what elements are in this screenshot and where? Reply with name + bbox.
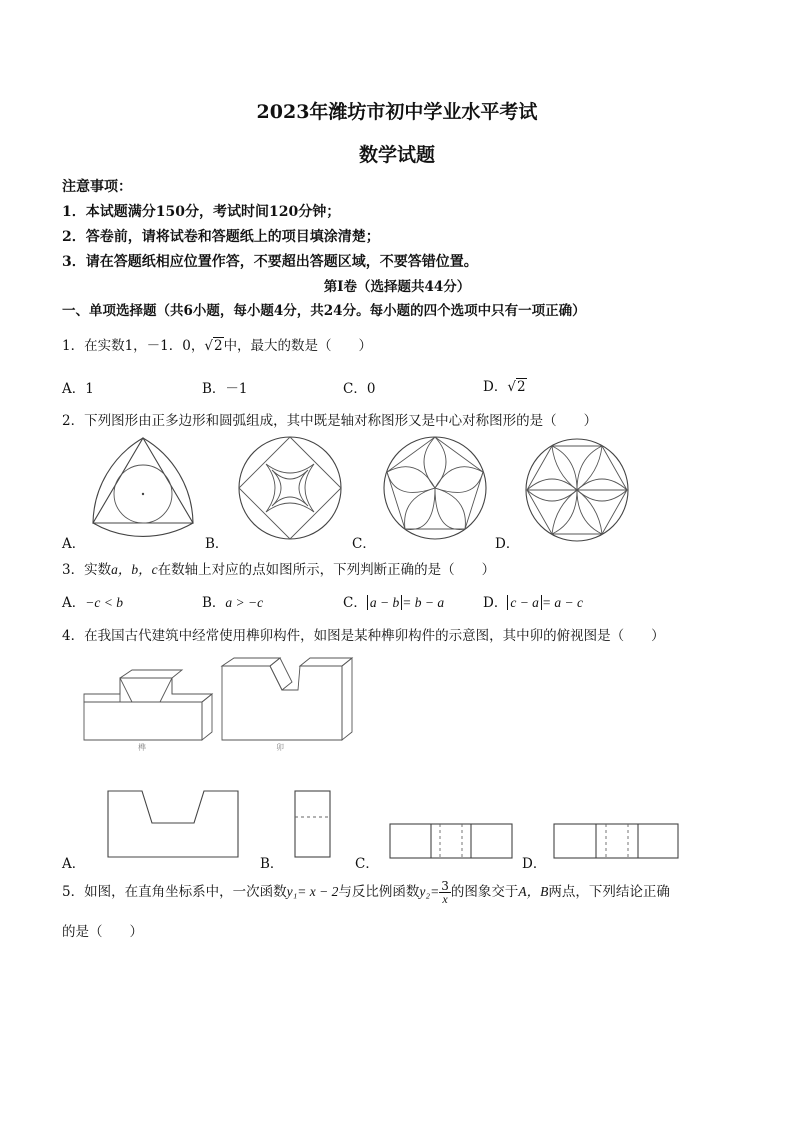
notes-heading: 注意事项：	[62, 179, 132, 195]
q4-option-d[interactable]: D．	[522, 856, 547, 872]
q3-stem-b: 在数轴上对应的点如图所示，下列判断正确的是（ ）	[157, 562, 496, 578]
q1-option-d-label: D．	[483, 379, 508, 395]
q4-option-b[interactable]: B．	[260, 856, 284, 872]
q3-option-d-rhs: = a − c	[541, 595, 584, 610]
section-heading: 一、单项选择题（共6小题，每小题4分，共24分。每小题的四个选项中只有一项正确）	[62, 303, 586, 319]
q4-mortise-label: 卯	[276, 743, 284, 752]
q3-option-c-abs: a − b	[367, 595, 402, 610]
q3-option-c[interactable]	[343, 591, 444, 611]
volume-heading: 第Ⅰ卷（选择题共44分）	[323, 279, 471, 295]
q1-option-c[interactable]: C．0	[343, 381, 376, 397]
q3-option-c-label: C．	[343, 595, 367, 611]
q1-stem-b: 中，最大的数是（ ）	[223, 338, 373, 354]
q3-option-b-math: a > −c	[225, 595, 264, 610]
q5-eq1: = x − 2	[297, 884, 339, 899]
q2-figure-a	[88, 432, 208, 537]
q3-option-c-rhs: = b − a	[402, 595, 445, 610]
q5-frac-num: 3	[441, 879, 449, 893]
q1-option-a[interactable]: A．1	[62, 381, 94, 397]
question-5-stem-line-1	[62, 878, 670, 906]
note-item-3: 3．请在答题纸相应位置作答，不要超出答题区域，不要答错位置。	[62, 254, 478, 270]
q4-option-a[interactable]: A．	[62, 856, 86, 872]
q5-text-a: 5．如图，在直角坐标系中，一次函数	[62, 884, 287, 900]
q3-stem-a: 3．实数	[62, 562, 112, 578]
question-2-stem: 2．下列图形由正多边形和圆弧组成，其中既是轴对称图形又是中心对称图形的是（ ）	[62, 413, 598, 429]
q2-figure-d	[525, 438, 629, 542]
q5-points: A，B	[518, 884, 549, 899]
q4-option-a-figure	[106, 789, 240, 859]
q5-text-c: 的图象交于	[450, 884, 519, 900]
question-5-stem-line-2: 的是（ ）	[62, 924, 143, 940]
q3-option-b-label: B．	[202, 595, 226, 611]
q4-option-c-figure	[388, 822, 514, 860]
q3-option-a-label: A．	[62, 595, 86, 611]
q5-frac-den: x	[442, 892, 448, 906]
q2-option-d[interactable]: D．	[495, 536, 520, 552]
q4-tenon-figure	[82, 656, 214, 746]
q4-mortise-figure	[220, 656, 354, 746]
q4-option-d-figure	[552, 822, 680, 860]
q3-option-a[interactable]	[62, 591, 123, 611]
q1-option-d-sqrt: √2	[507, 379, 526, 395]
q3-option-d-label: D．	[483, 595, 508, 611]
q5-text-d: 两点，下列结论正确	[548, 884, 670, 900]
q2-figure-b	[238, 436, 342, 540]
q5-y1: y₁	[286, 884, 298, 899]
q2-option-a[interactable]: A．	[62, 536, 86, 552]
q4-option-c[interactable]: C．	[355, 856, 379, 872]
question-3-stem	[62, 558, 495, 578]
note-item-1: 1．本试题满分150分，考试时间120分钟；	[62, 204, 341, 220]
q5-text-b: 与反比例函数	[338, 884, 420, 900]
q4-option-b-figure	[293, 789, 333, 859]
q4-tenon-label: 榫	[138, 743, 146, 752]
q5-eq2: =	[430, 884, 440, 899]
q3-option-b[interactable]	[202, 591, 263, 611]
q1-stem-a: 1．在实数1，－1．0，	[62, 338, 205, 354]
q1-radicand: 2	[213, 338, 223, 354]
q5-fraction	[439, 880, 451, 905]
q2-option-c[interactable]: C．	[352, 536, 376, 552]
q1-option-d-radicand: 2	[516, 379, 526, 395]
q1-option-b[interactable]: B．－1	[202, 381, 248, 397]
q2-figure-c	[383, 436, 487, 540]
q1-option-d[interactable]	[483, 375, 527, 395]
question-1-stem	[62, 334, 372, 354]
note-item-2: 2．答卷前，请将试卷和答题纸上的项目填涂清楚；	[62, 229, 380, 245]
q2-option-b[interactable]: B．	[205, 536, 229, 552]
q5-y2: y₂	[419, 884, 431, 899]
q3-vars: a，b，c	[111, 562, 158, 577]
page-subtitle: 数学试题	[358, 144, 435, 166]
q3-option-a-math: −c < b	[85, 595, 123, 610]
q1-sqrt: √2	[204, 338, 223, 354]
question-4-stem: 4．在我国古代建筑中经常使用榫卯构件，如图是某种榫卯构件的示意图，其中卯的俯视图是（ ）	[62, 628, 665, 644]
q3-option-d[interactable]	[483, 591, 583, 611]
page-title: 2023年潍坊市初中学业水平考试	[256, 101, 538, 123]
q3-option-d-abs: c − a	[507, 595, 542, 610]
